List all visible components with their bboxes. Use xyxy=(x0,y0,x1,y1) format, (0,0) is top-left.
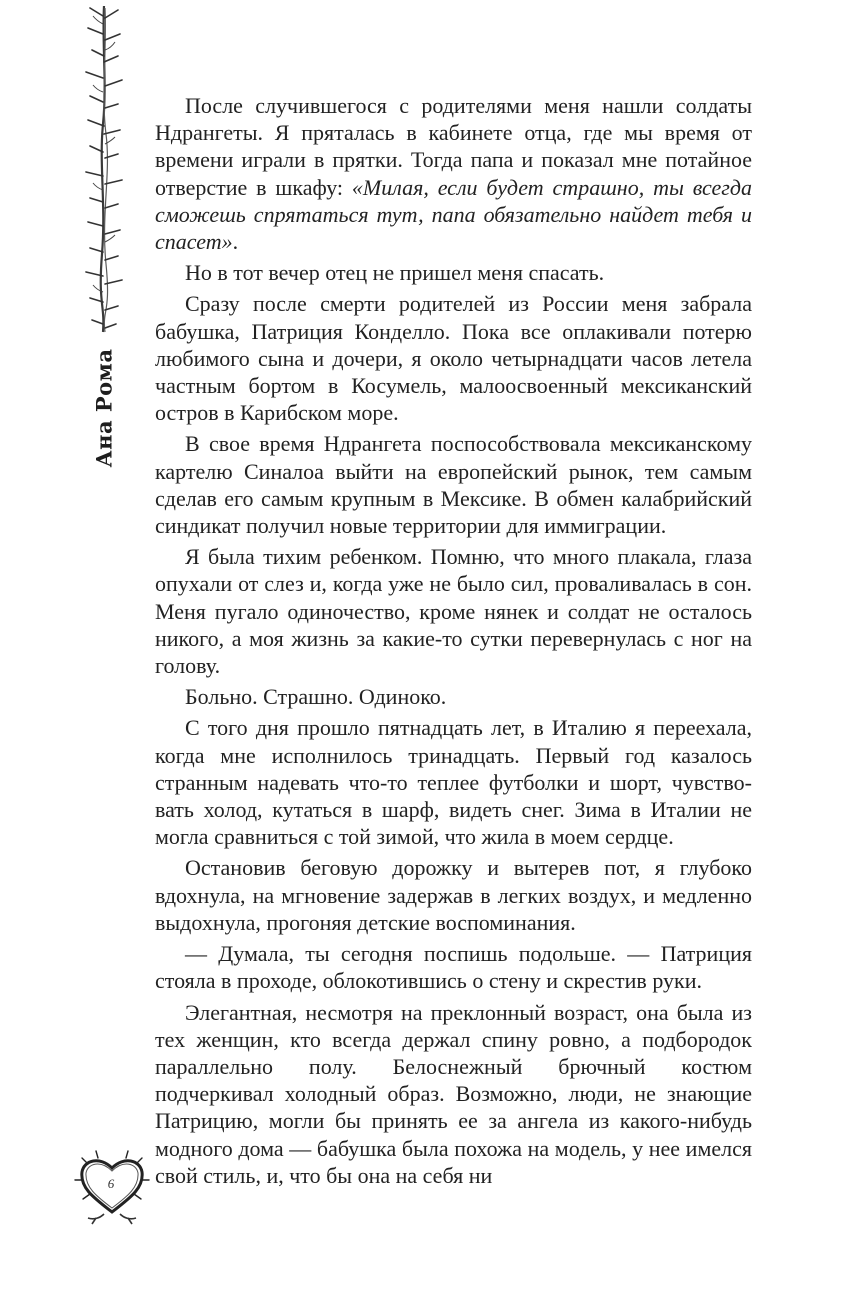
paragraph: Я была тихим ребенком. Помню, что много плакала, глаза опухали от слез и, когда уже не было сил, проваливалась в сон. Меня пугало одиночество, кроме нянек и солдат не осталось никого, а моя жизнь за какие-то сутки перевернулась с ног на голову. xyxy=(155,544,752,679)
running-head-author xyxy=(86,348,122,468)
paragraph: Сразу после смерти родителей из России меня забрала бабушка, Патриция Конделло. Пока все оплакивали потерю любимого сына и дочери, я около четырнадцати часов летела частным бортом в Косумель, малоосвоенный мексиканский остров в Карибском море. xyxy=(155,291,752,426)
paragraph: С того дня прошло пятнадцать лет, в Италию я переехала, когда мне исполнилось тринадцать. Первый год казалось странным надевать что-то теплее футболки и шорт, чувствовать холод, кутаться в шарф, видеть снег. Зима в Италии не могла сравниться с той зимой, что жила в моем сердце. xyxy=(155,715,752,850)
author-name: Ана Рома xyxy=(91,348,117,468)
paragraph: Но в тот вечер отец не пришел меня спасать. xyxy=(185,260,605,286)
thorn-vine-ornament xyxy=(72,4,136,334)
page-number: 6 xyxy=(107,1176,115,1191)
page-number-badge xyxy=(74,1150,150,1226)
paragraph: — Думала, ты сегодня поспишь подольше. — Патриция стояла в проходе, облокотившись о стену и скрестив руки. xyxy=(155,941,752,994)
body-text xyxy=(155,92,752,1189)
paragraph: В свое время Ндрангета поспособствовала мексиканскому картелю Синалоа выйти на европейский рынок, тем самым сделав его самым крупным в Мексике. В обмен калабрийский синдикат получил новые территории для иммиграции. xyxy=(155,431,752,539)
paragraph: После случившегося с родителями меня нашли солдаты Ндрангеты. Я пряталась в кабинете отца, где мы время от времени играли в прятки. Тогда папа и показал мне потайное отверстие в шкафу: «Милая, если будет страшно, ты всегда сможешь спрятаться тут, папа обязательно найдет тебя и спасет». xyxy=(155,93,752,255)
paragraph: Остановив беговую дорожку и вытерев пот, я глубоко вдохнула, на мгновение задержав в легких воздух, и медленно выдохнула, прогоняя детские воспоминания. xyxy=(155,855,752,935)
paragraph: Элегантная, несмотря на преклонный возраст, она была из тех женщин, кто всегда держал спину ровно, а подбородок параллельно полу. Белоснежный брючный костюм подчеркивал холодный образ. Возможно, люди, не знающие Патрицию, могли бы принять ее за ангела из какого-нибудь модного дома — бабушка была похожа на модель, у нее имелся свой стиль, и, что бы она на себя ни xyxy=(155,999,752,1188)
paragraph: Больно. Страшно. Одиноко. xyxy=(185,684,447,710)
italic-quote: «Милая, если будет страшно, ты всегда сможешь спрятаться тут, папа обязательно найдет тебя и спасет» xyxy=(155,174,752,255)
